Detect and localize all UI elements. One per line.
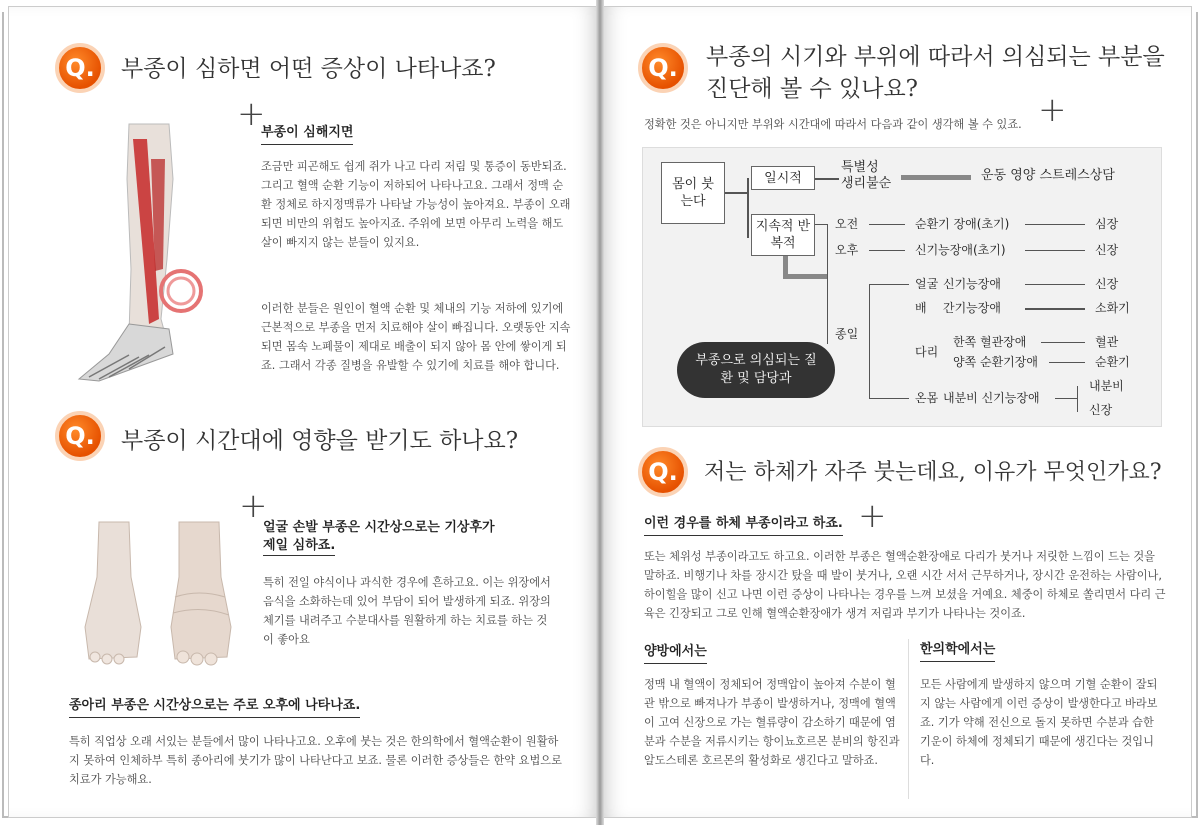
- diagram-root-box: 몸이 붓는다: [661, 162, 725, 224]
- section-heading-3: 종아리 부종은 시간상으로는 주로 오후에 나타나죠.: [69, 697, 360, 718]
- diagram-intro: 정확한 것은 아니지만 부위와 시간대에 따라서 다음과 같이 생각해 볼 수 있죠.: [644, 118, 1022, 131]
- diagram-line: [1077, 386, 1078, 412]
- right-page: [600, 6, 1192, 818]
- section-heading-4: 이런 경우를 하체 부종이라고 하죠.: [644, 515, 843, 536]
- diagram-line: [869, 224, 905, 225]
- diagram-time-morning: 오전: [835, 217, 859, 231]
- question-title-2: 부종이 시간대에 영향을 받기도 하나요?: [121, 428, 519, 454]
- diagram-line: [869, 284, 870, 398]
- diagram-organ-face: 신장: [1095, 277, 1119, 291]
- diagram-temp-remedy: 운동 영양 스트레스상담: [981, 168, 1115, 183]
- diagram-part-leg: 다리: [915, 345, 939, 359]
- q-badge-icon: Q.: [55, 411, 105, 461]
- book-spine: [596, 0, 604, 825]
- diagram-organ-body-2: 신장: [1089, 403, 1113, 417]
- section-paragraph-1b: 이러한 분들은 원인이 혈액 순환 및 체내의 기능 저하에 있기에 근본적으로 부종을 먼저 치료해야 살이 빠집니다. 오랫동안 지속되면 몸속 노폐물이 제대로 배출이 되지 않아 몸 안에 쌓이게 되죠. 그래서 각종 질병을 유발할 수 있기에 치료를 해야 합니다.: [261, 302, 571, 372]
- diagram-line: [815, 224, 827, 225]
- diagram-time-afternoon: 오후: [835, 243, 859, 257]
- section-paragraph-3: 특히 직업상 오래 서있는 분들에서 많이 나타나고요. 오후에 붓는 것은 한의학에서 혈액순환이 원활하지 못하여 인체하부 특히 종아리에 붓기가 많이 나타난다고 보죠. 물론 이러한 증상들은 한약 요법으로 치료가 가능해요.: [69, 735, 562, 786]
- western-paragraph: 정맥 내 혈액이 정체되어 정맥압이 높아져 수분이 혈관 밖으로 빠져나가 부종이 발생하거나, 정맥에 혈액이 고여 신장으로 가는 혈류량이 감소하기 때문에 염분과 수분을 저류시키는 항이뇨호르몬 분비의 항진과 알도스테론 호르몬의 활성화로 생긴다고 말하죠.: [644, 678, 900, 767]
- diagram-temp-cause-2: 생리불순: [841, 176, 892, 191]
- diagram-part-belly: 배: [915, 301, 927, 315]
- diagram-line: [869, 250, 905, 251]
- swollen-feet-illustration: [79, 517, 239, 667]
- plus-icon: +: [237, 94, 266, 134]
- diagram-line: [827, 224, 828, 344]
- column-divider: [908, 639, 909, 799]
- section-heading-1: 부종이 심해지면: [261, 124, 353, 145]
- diagram-line: [1049, 362, 1085, 363]
- diagram-temp-cause-1: 특별성: [841, 160, 879, 175]
- diagram-organ-body-1: 내분비: [1089, 379, 1124, 393]
- leg-illustration: [69, 119, 229, 389]
- diagram-cause-body: 내분비 신기능장애: [943, 391, 1040, 405]
- diagram-cause-afternoon: 신기능장애(초기): [915, 243, 1006, 257]
- diagram-line: [869, 284, 909, 285]
- diagram-legend-pill: 부종으로 의심되는 질환 및 담당과: [677, 342, 835, 398]
- diagram-line: [869, 398, 909, 399]
- eastern-heading: 한의학에서는: [920, 641, 995, 662]
- diagram-line: [725, 192, 749, 194]
- diagram-thick-line: [783, 274, 827, 279]
- diagram-organ-afternoon: 신장: [1095, 243, 1119, 257]
- question-title-4: 저는 하체가 자주 붓는데요, 이유가 무엇인가요?: [704, 460, 1162, 485]
- left-page: [8, 6, 600, 818]
- diagram-line: [1025, 224, 1085, 225]
- diagram-line: [1041, 342, 1085, 343]
- diagram-line: [747, 178, 749, 238]
- section-heading-2-line2: 제일 심하죠.: [263, 537, 335, 556]
- section-heading-2-line1: 얼굴 손발 부종은 시간상으로는 기상후가: [263, 520, 495, 535]
- diagram-line: [1025, 284, 1085, 285]
- diagram-thick-line: [901, 175, 971, 180]
- plus-icon: +: [1038, 90, 1067, 130]
- q-badge-icon: Q.: [55, 43, 105, 93]
- plus-icon: +: [239, 486, 268, 526]
- section-paragraph-1a: 조금만 피곤해도 쉽게 쥐가 나고 다리 저림 및 통증이 동반되죠. 그리고 혈액 순환 기능이 저하되어 나타나고요. 그래서 정맥 순환 정체로 하지정맥류가 나타날 가능성이 높아져요. 부종이 오래되면 비만의 위험도 높아지죠. 주위에 보면 아무리 노력을 해도 살이 빠지지 않는 분들이 있지요.: [261, 160, 571, 249]
- diagram-organ-morning: 심장: [1095, 217, 1119, 231]
- diagram-organ-leg-2: 순환기: [1095, 355, 1130, 369]
- diagram-cause-face: 신기능장애: [943, 277, 1001, 291]
- diagram-organ-leg-1: 혈관: [1095, 335, 1119, 349]
- q-badge-icon: Q.: [638, 447, 688, 497]
- section-paragraph-2: 특히 전일 야식이나 과식한 경우에 흔하고요. 이는 위장에서 음식을 소화하는데 있어 부담이 되어 발생하게 되죠. 위장의 체기를 내려주고 수분대사를 원활하게 하는 치료를 하는 것이 좋아요: [263, 576, 551, 646]
- question-title-3: [706, 41, 1165, 105]
- diagram-cause-belly: 간기능장애: [943, 301, 1001, 315]
- question-title-1: 부종이 심하면 어떤 증상이 나타나죠?: [121, 56, 496, 82]
- section-heading-2: [263, 519, 495, 558]
- question-title-3-line2: 진단해 볼 수 있나요?: [706, 76, 919, 102]
- diagram-cause-morning: 순환기 장애(초기): [915, 217, 1010, 231]
- eastern-paragraph: 모든 사람에게 발생하지 않으며 기혈 순환이 잘되지 않는 사람에게 이런 증상이 발생한다고 바라보죠. 기가 약해 전신으로 돌지 못하면 수분과 습한 기운이 하체에 정체되기 때문에 생긴다는 것입니다.: [920, 678, 1158, 767]
- diagram-line: [1025, 308, 1085, 310]
- diagram-line: [1025, 250, 1085, 251]
- diagram-persistent-box: 지속적 반복적: [751, 214, 815, 256]
- diagram-cause-leg-2: 양쪽 순환기장애: [953, 355, 1038, 369]
- diagram-part-face: 얼굴: [915, 277, 939, 291]
- diagram-part-body: 온몸: [915, 391, 939, 405]
- diagram-line: [1055, 398, 1077, 399]
- question-title-3-line1: 부종의 시기와 부위에 따라서 의심되는 부분을: [706, 44, 1165, 70]
- diagram-organ-belly: 소화기: [1095, 301, 1130, 315]
- diagram-cause-leg-1: 한쪽 혈관장애: [953, 335, 1027, 349]
- q-badge-icon: Q.: [638, 43, 688, 93]
- edema-diagnosis-diagram: [642, 147, 1162, 427]
- section-paragraph-4: 또는 체위성 부종이라고도 하고요. 이러한 부종은 혈액순환장애로 다리가 붓거나 저릿한 느낌이 드는 것을 말하죠. 비행기나 차를 장시간 탔을 때 발이 붓거나, 오랜 시간 서서 근무하거나, 장시간 운전하는 사람이나, 하이힐을 많이 신고 나면 이런 증상이 나타나는 경우를 느껴 보셨을 거예요. 체중이 하체로 쏠리면서 다리 근육은 긴장되고 그로 인해 혈액순환장애가 생겨 저림과 부기가 나타나는 것이죠.: [644, 550, 1166, 620]
- diagram-temporary-box: 일시적: [751, 166, 815, 190]
- diagram-allday: 종일: [835, 327, 859, 341]
- plus-icon: +: [858, 496, 887, 536]
- diagram-line: [815, 178, 839, 180]
- western-heading: 양방에서는: [644, 643, 707, 664]
